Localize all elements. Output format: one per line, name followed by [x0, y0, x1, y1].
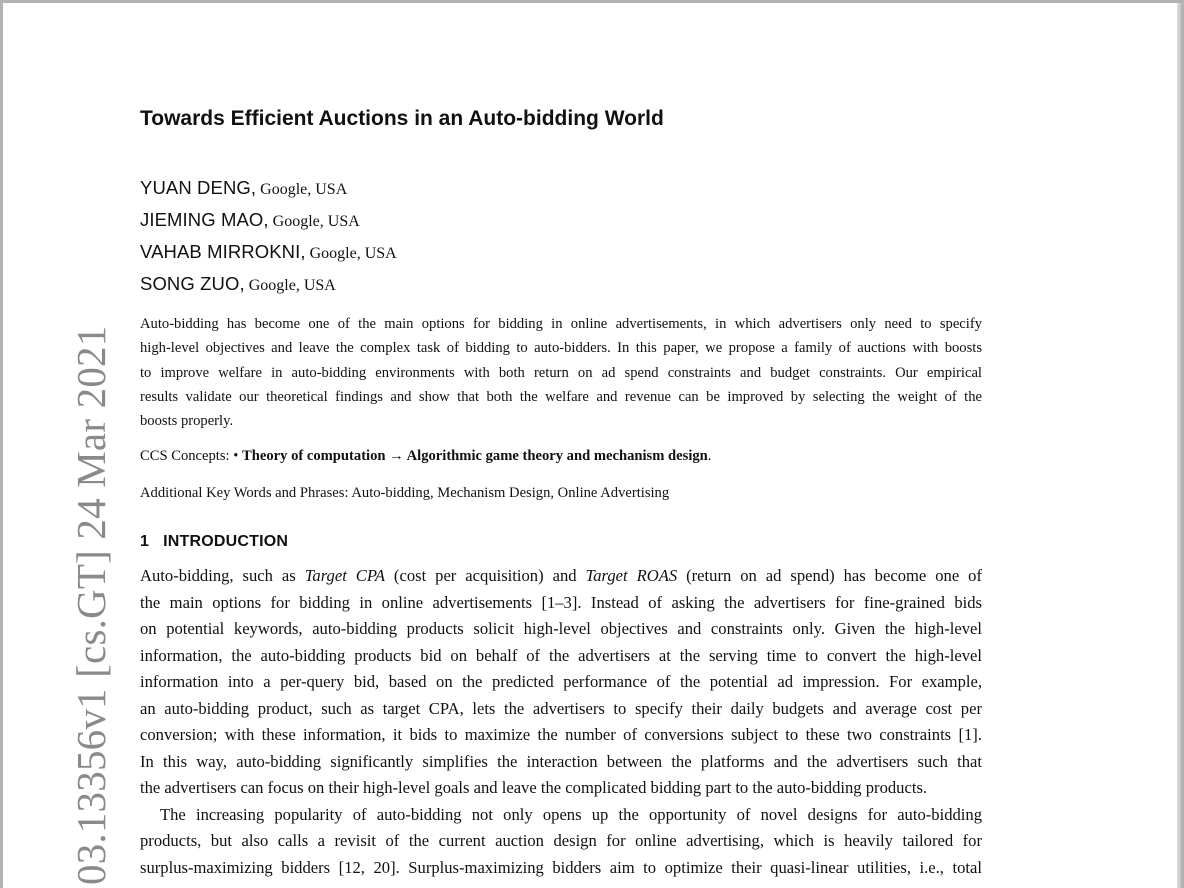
author	[140, 239, 397, 271]
abstract	[140, 312, 982, 433]
author	[140, 271, 397, 303]
author-list	[140, 175, 397, 303]
author-name: SONG ZUO,	[140, 273, 245, 294]
intro-line: surplus-maximizing bidders [12, 20]. Surplus-maximizing bidders aim to optimize their quasi-linear utilities, i.e., total	[140, 857, 982, 877]
abstract-line: high-level objectives and leave the complex task of bidding to auto-bidders. In this paper, we propose a family of auctions with boosts	[140, 340, 982, 357]
section-number: 1	[140, 533, 150, 550]
section-title: INTRODUCTION	[163, 533, 289, 550]
paper-title: Towards Efficient Auctions in an Auto-bidding World	[140, 107, 664, 130]
intro-line	[140, 563, 982, 590]
ccs-end: .	[707, 448, 712, 464]
author-name: VAHAB MIRROKNI,	[140, 241, 306, 262]
intro-line: The increasing popularity of auto-bidding not only opens up the opportunity of novel designs for auto-bidding	[160, 804, 982, 824]
intro-line: the advertisers can focus on their high-level goals and leave the complicated bidding part to the auto-bidding products.	[140, 778, 928, 797]
intro-line: information into a per-query bid, based on the predicted performance of the potential ad impression. For example,	[140, 672, 982, 691]
abstract-line: results validate our theoretical findings and show that both the welfare and revenue can be improved by selecting the weight of the	[140, 388, 982, 405]
intro-text: Auto-bidding, such as	[140, 566, 305, 585]
intro-line: on potential keywords, auto-bidding products solicit high-level objectives and constraints only. Given the high-level	[140, 619, 982, 638]
intro-emphasis: Target ROAS	[585, 566, 678, 585]
abstract-line: boosts properly.	[140, 413, 234, 430]
intro-line: conversion; with these information, it bids to maximize the number of conversions subject to these two constraints [1].	[140, 725, 982, 744]
ccs-concepts	[140, 444, 711, 468]
abstract-line: to improve welfare in auto-bidding environments with both return on ad spend constraints and budget constraints. Our empirical	[140, 364, 982, 381]
author-name: YUAN DENG,	[140, 177, 257, 198]
author-affiliation: Google, USA	[260, 181, 348, 198]
introduction-body	[140, 563, 982, 881]
author-affiliation: Google, USA	[248, 277, 336, 294]
intro-text: (cost per acquisition) and	[384, 566, 586, 585]
intro-text: (return on ad spend) has become one of	[677, 566, 982, 585]
intro-line: the main options for bidding in online advertisements [1–3]. Instead of asking the advertisers for fine-grained bids	[140, 592, 982, 612]
intro-emphasis: Target CPA	[304, 566, 385, 585]
author	[140, 175, 397, 207]
abstract-line: Auto-bidding has become one of the main options for bidding in online advertisements, in which advertisers only need to specify	[140, 316, 982, 332]
intro-line: products, but also calls a revisit of the current auction design for online advertising, which is heavily tailored for	[140, 831, 982, 850]
intro-line: an auto-bidding product, such as target CPA, lets the advertisers to specify their daily budgets and average cost per	[140, 698, 982, 718]
author	[140, 207, 397, 239]
ccs-concept: Theory of computation → Algorithmic game theory and mechanism design	[242, 448, 708, 464]
page-edge-shadow	[1177, 3, 1181, 888]
ccs-label: CCS Concepts: •	[140, 448, 239, 464]
intro-line: In this way, auto-bidding significantly simplifies the interaction between the platforms and the advertisers such that	[140, 751, 982, 771]
arxiv-identifier: 03.13356v1 [cs.GT] 24 Mar 2021	[68, 325, 114, 885]
intro-line: information, the auto-bidding products bid on behalf of the advertisers at the serving time to convert the high-level	[140, 645, 982, 665]
section-heading	[140, 530, 288, 554]
author-affiliation: Google, USA	[272, 213, 360, 230]
author-name: JIEMING MAO,	[140, 209, 269, 230]
author-affiliation: Google, USA	[309, 245, 397, 262]
keywords: Additional Key Words and Phrases: Auto-bidding, Mechanism Design, Online Advertising	[140, 485, 670, 501]
